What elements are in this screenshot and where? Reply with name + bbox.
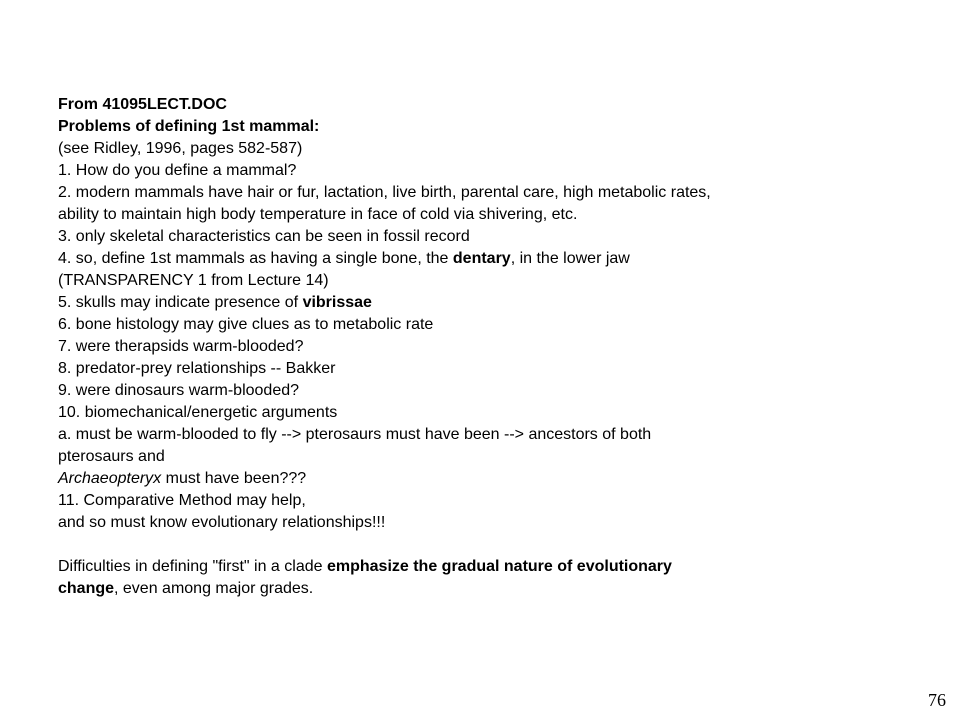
item-4 [58,248,918,270]
item-5-text: 5. skulls may indicate presence of [58,294,303,311]
item-2-line-1: 2. modern mammals have hair or fur, lactation, live birth, parental care, high metabolic rates, [58,184,711,201]
reference-line: (see Ridley, 1996, pages 582-587) [58,140,303,157]
dentary-term: dentary [452,250,511,267]
item-7: 7. were therapsids warm-blooded? [58,338,304,355]
item-2-line-2: ability to maintain high body temperature in face of cold via shivering, etc. [58,206,578,223]
item-a-line-3-text: must have been??? [161,470,307,487]
item-8: 8. predator-prey relationships -- Bakker [58,360,336,377]
conclusion-text: Difficulties in defining "first" in a clade [58,558,327,575]
item-6: 6. bone histology may give clues as to metabolic rate [58,316,434,333]
item-a-line-3 [58,468,918,490]
vibrissae-term: vibrissae [302,294,372,311]
source-filename: From 41095LECT.DOC [58,96,227,113]
item-10: 10. biomechanical/energetic arguments [58,404,338,421]
item-3: 3. only skeletal characteristics can be seen in fossil record [58,228,470,245]
item-a-line-1: a. must be warm-blooded to fly --> pterosaurs must have been --> ancestors of both [58,426,652,443]
conclusion-emphasis-1: emphasize the gradual nature of evolutionary [326,558,672,575]
item-5 [58,292,918,314]
item-11-line-2: and so must know evolutionary relationships!!! [58,514,386,531]
conclusion-line-2 [58,578,918,600]
conclusion-emphasis-2: change [58,580,115,597]
item-1: 1. How do you define a mammal? [58,162,297,179]
conclusion-line-1 [58,556,918,578]
slide-title: Problems of defining 1st mammal: [58,118,320,135]
spacer [58,534,918,556]
item-4-text-end: , in the lower jaw [510,250,630,267]
page-number: 76 [928,690,946,710]
slide-content [58,94,918,600]
item-9: 9. were dinosaurs warm-blooded? [58,382,300,399]
conclusion-text-end: , even among major grades. [114,580,314,597]
item-11: 11. Comparative Method may help, [58,492,306,509]
item-4-text: 4. so, define 1st mammals as having a single bone, the [58,250,453,267]
item-4-transparency: (TRANSPARENCY 1 from Lecture 14) [58,272,329,289]
item-a-line-2: pterosaurs and [58,448,165,465]
archaeopteryx-term: Archaeopteryx [58,470,162,487]
